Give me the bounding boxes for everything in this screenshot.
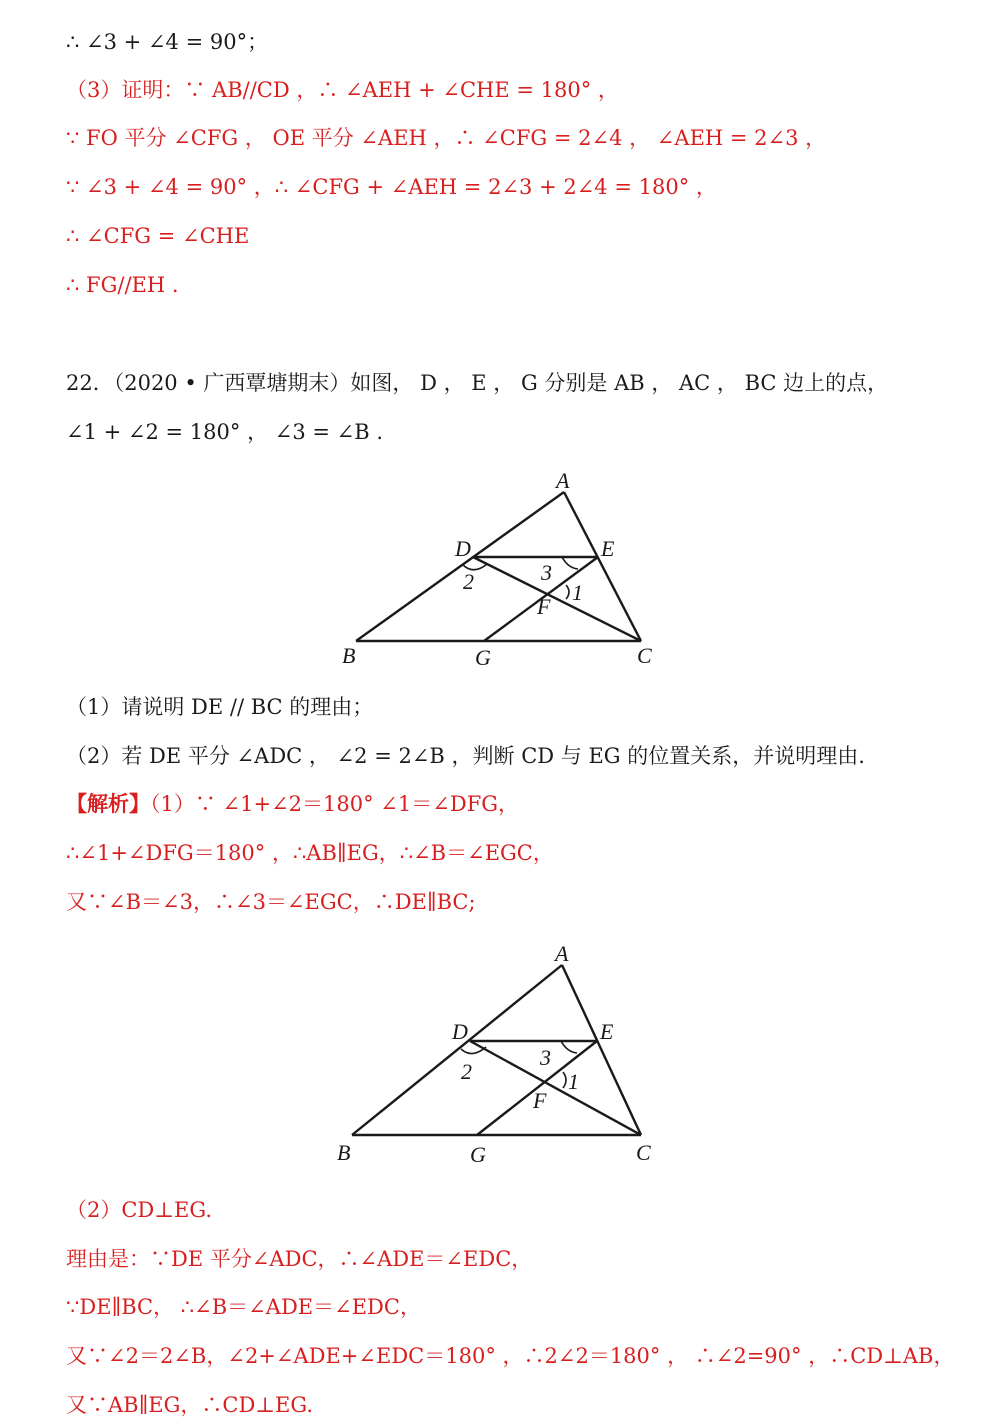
angle-3-arc — [561, 1041, 577, 1053]
prev-line-3: ∵ FO 平分 ∠CFG ， OE 平分 ∠AEH ，∴ ∠CFG = 2∠4 ， ∠AEH = 2∠3 ， — [66, 126, 827, 150]
angle-3-arc — [562, 557, 578, 569]
label-a: A — [555, 941, 569, 966]
label-angle-2: 2 — [461, 1059, 472, 1084]
label-angle-3: 3 — [541, 560, 552, 585]
angle-1-arc — [566, 585, 569, 599]
solution-line-2: ∴∠1+∠DFG＝180° ，∴AB∥EG，∴∠B＝∠EGC， — [66, 841, 554, 865]
label-e: E — [601, 536, 615, 561]
label-angle-1: 1 — [572, 580, 583, 605]
label-b: B — [337, 1140, 351, 1165]
label-f: F — [533, 1088, 547, 1113]
solution-line-8: 又∵AB∥EG，∴CD⊥EG. — [66, 1393, 314, 1417]
prev-line-2: （3）证明：∵ AB//CD ，∴ ∠AEH + ∠CHE = 180° ， — [66, 78, 619, 102]
segment-dc — [473, 557, 641, 641]
side-ab — [352, 965, 562, 1135]
angle-1-arc — [563, 1072, 566, 1088]
label-d: D — [455, 536, 471, 561]
label-g: G — [475, 645, 491, 670]
solution-line-7: 又∵∠2＝2∠B，∠2+∠ADE+∠EDC＝180° ，∴2∠2＝180° ， ∴∠2=90° ，∴CD⊥AB， — [66, 1344, 955, 1368]
side-ac — [564, 492, 641, 641]
prev-line-4: ∵ ∠3 + ∠4 = 90° ，∴ ∠CFG + ∠AEH = 2∠3 + 2∠4 = 180° ， — [66, 175, 717, 199]
label-f: F — [537, 594, 551, 619]
label-c: C — [637, 643, 652, 668]
label-d: D — [452, 1019, 468, 1044]
solution-line-6: ∵DE∥BC， ∴∠B＝∠ADE＝∠EDC， — [66, 1295, 421, 1319]
label-a: A — [556, 468, 570, 493]
solution-line-1: 【解析】（1）∵ ∠1+∠2＝180° ∠1＝∠DFG， — [66, 791, 520, 816]
label-angle-2: 2 — [463, 569, 474, 594]
question-2: （2）若 DE 平分 ∠ADC ， ∠2 = 2∠B ，判断 CD 与 EG 的位置关系，并说明理由. — [66, 744, 865, 768]
solution-label: 【解析】 — [66, 791, 150, 816]
label-g: G — [470, 1142, 486, 1167]
triangle-figure-2 — [330, 935, 670, 1170]
label-e: E — [600, 1019, 614, 1044]
prev-line-6: ∴ FG//EH . — [66, 273, 179, 297]
label-b: B — [342, 643, 356, 668]
prev-line-1: ∴ ∠3 + ∠4 = 90°； — [66, 30, 269, 54]
label-angle-3: 3 — [540, 1045, 551, 1070]
side-ac — [562, 965, 641, 1135]
solution-line-5: 理由是：∵DE 平分∠ADC，∴∠ADE＝∠EDC， — [66, 1247, 533, 1271]
problem-stem-line-2: ∠1 + ∠2 = 180° ， ∠3 = ∠B . — [66, 420, 384, 444]
question-1: （1）请说明 DE // BC 的理由； — [66, 695, 374, 719]
prev-line-5: ∴ ∠CFG = ∠CHE — [66, 224, 250, 248]
label-c: C — [636, 1140, 651, 1165]
solution-line-3: 又∵∠B＝∠3，∴∠3＝∠EGC，∴DE∥BC; — [66, 890, 476, 914]
label-angle-1: 1 — [568, 1069, 579, 1094]
solution-line-4: （2）CD⊥EG. — [66, 1198, 213, 1222]
side-ab — [356, 492, 564, 641]
triangle-figure-1 — [330, 462, 670, 677]
problem-stem-line-1: 22．（2020 • 广西覃塘期末）如图， D ， E ， G 分别是 AB ， AC ， BC 边上的点， — [66, 371, 889, 395]
